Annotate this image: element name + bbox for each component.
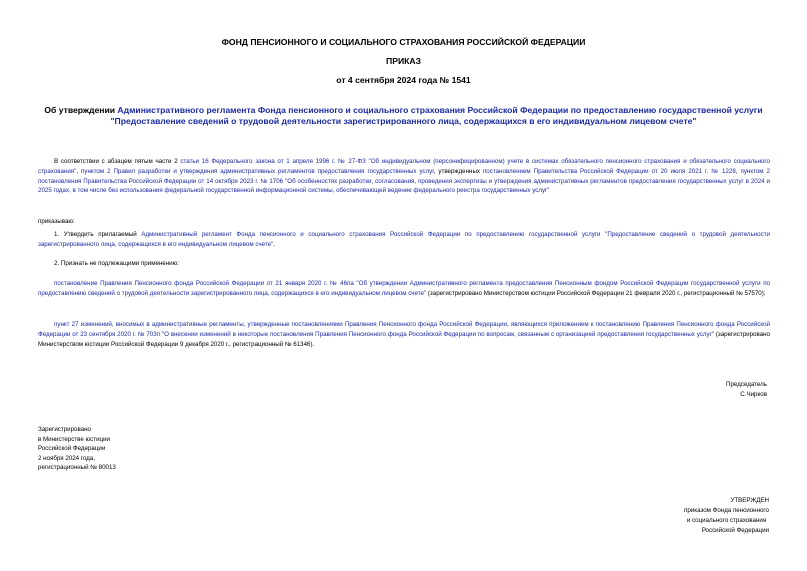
subitem-2-text: (зарегистрировано Министерством юстиции Российской Федерации 9 декабря 2020 г., регистрационный № 61346). <box>38 330 770 348</box>
document-date-number: от 4 сентября 2024 года № 1541 <box>336 75 471 85</box>
approval-line: приказом Фонда пенсионного <box>683 507 769 514</box>
registration-block <box>38 425 116 473</box>
resolution-1228-link[interactable]: постановлением Правительства Российской Федерации от 20 июля 2021 г. № 1228 <box>482 167 736 175</box>
organization-heading: ФОНД ПЕНСИОННОГО И СОЦИАЛЬНОГО СТРАХОВАНИЯ РОССИЙСКОЙ ФЕДЕРАЦИИ <box>221 37 586 47</box>
registration-line: в Министерстве юстиции <box>38 435 111 443</box>
order-word: приказываю: <box>38 218 75 225</box>
signature-name: С.Чирков <box>740 390 767 398</box>
title-regulation-link[interactable]: Административного регламента Фонда пенсионного и социального страхования Российской Федерации по предоставлению государственной услуги "Предоставление сведений о трудовой деятельности зарегистрированного лица, содержащихся в его индивидуальном лицевом счете" <box>110 105 763 126</box>
subitem-1-paragraph <box>38 279 770 299</box>
resolution-1706-link[interactable]: пунктом 2 постановления Правительства Российской Федерации от 14 октября 2023 г. № 1706 "Об особенностях разработки, согласования, проведения экспертизы и утверждения административных регламентов предоставления государственных услуг в 2024 и 2025 годах, в том числе без использования федеральной государственной информационной системы, обеспечивающей ведение федерального реестра государственных услуг" <box>38 167 770 195</box>
registration-line: 2 ноября 2024 года, <box>38 454 96 462</box>
preamble-paragraph <box>38 157 770 196</box>
subitem-1-text: (зарегистрировано Министерством юстиции Российской Федерации 21 февраля 2020 г., регистрационный № 57570); <box>426 289 766 297</box>
item-1-text: 1. Утвердить прилагаемый <box>54 231 142 238</box>
preamble-text-3: , утвержденных <box>433 167 483 175</box>
registration-line: Зарегистрировано <box>38 426 91 433</box>
title-prefix: Об утверждении <box>44 105 118 115</box>
subitem-2-paragraph <box>38 320 770 349</box>
approval-block <box>684 496 769 536</box>
registration-line: регистрационный № 80013 <box>38 464 116 471</box>
regulation-link[interactable]: Административный регламент Фонда пенсионного и социального страхования Российской Федерации по предоставлению государственной услуги "Предоставление сведений о трудовой деятельности зарегистрированного лица, содержащихся в его индивидуальном лицевом счете" <box>38 231 771 248</box>
registration-line: Российской Федерации <box>38 445 106 452</box>
law-27fz-link[interactable]: статьи 16 Федерального закона от 1 апреля 1996 г. № 27-ФЗ "Об индивидуальном (персонифицированном) учете в системах обязательного пенсионного страхования и обязательного социального страхования" <box>38 158 770 175</box>
document-title <box>36 105 771 127</box>
item-1-end: . <box>273 240 275 248</box>
signature-block <box>726 380 767 400</box>
item-2-paragraph: 2. Признать не подлежащими применению: <box>54 260 179 267</box>
item-1-paragraph <box>38 230 770 250</box>
resolution-703p-link[interactable]: пункт 27 изменений, вносимых в административные регламенты, утвержденные постановлениями Правления Пенсионного фонда Российской Федерации, являющихся приложением к постановлению Правления Пенсионного фонда Российской Федерации от 23 сентября 2020 г. № 703п "О внесении изменений в некоторые постановления Правления Пенсионного фонда Российской Федерации по вопросам, связанным с организацией предоставления государственных услуг" <box>38 321 770 338</box>
rules-item2-link[interactable]: пунктом 2 Правил разработки и утверждения административных регламентов предоставления государственных услуг <box>81 167 434 175</box>
signature-position: Председатель <box>726 381 767 388</box>
resolution-46pa-link[interactable]: постановление Правления Пенсионного фонда Российской Федерации от 21 января 2020 г. № 46па "Об утверждении Административного регламента предоставления Пенсионным фондом Российской Федерации государственной услуги по предоставлению сведений о трудовой деятельности зарегистрированного лица, содержащихся в его индивидуальном лицевом счете" <box>38 280 770 297</box>
approved-label: УТВЕРЖДЕН <box>730 497 769 504</box>
preamble-text-2: , <box>76 167 82 175</box>
preamble-text-4: , <box>735 167 741 175</box>
preamble-text-1: В соответствии с абзацем пятым части 2 <box>54 158 181 165</box>
approval-line: и социального страхования <box>686 517 767 524</box>
document-type-heading: ПРИКАЗ <box>386 56 421 66</box>
approval-line: Российской Федерации <box>701 527 769 534</box>
